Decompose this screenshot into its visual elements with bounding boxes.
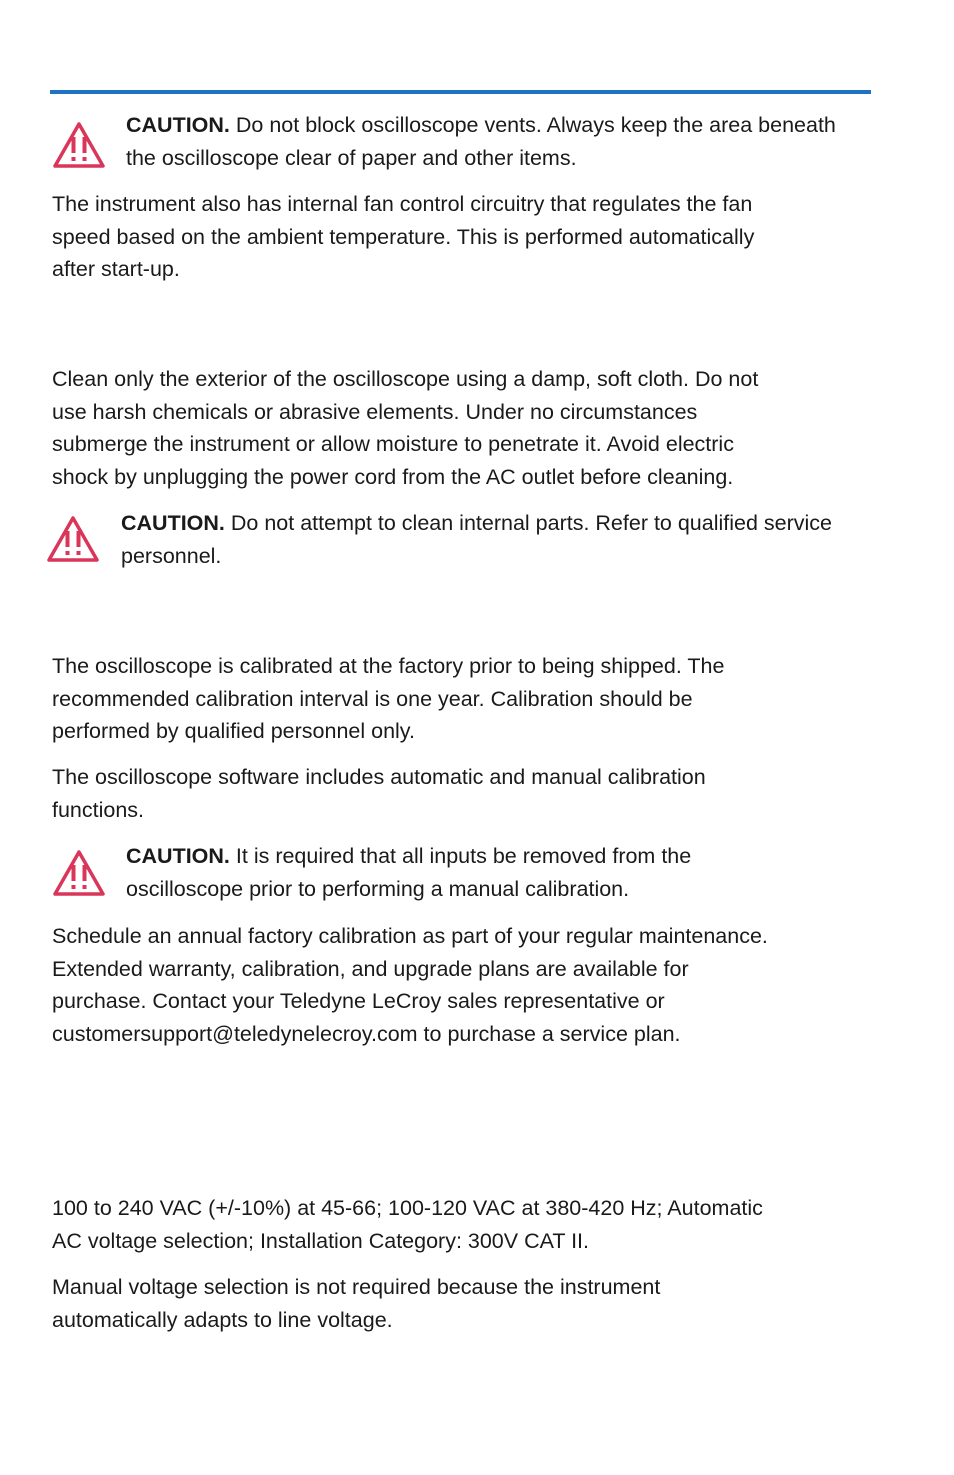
caution-remove-inputs — [126, 840, 806, 905]
service-plan-paragraph: Schedule an annual factory calibration as part of your regular maintenance. Extended warranty, calibration, and upgrade plans are available for purchase. Contact your Teledyne LeCroy sales representative or customersupport@teledynelecroy.com to purchase a service plan. — [52, 924, 768, 1046]
caution-text: Do not attempt to clean internal parts. Refer to qualified service personnel. — [121, 511, 833, 568]
caution-label: CAUTION. — [126, 844, 230, 868]
power-requirements-paragraph: 100 to 240 VAC (+/-10%) at 45-66; 100-120 VAC at 380-420 Hz; Automatic AC voltage selection; Installation Category: 300V CAT II. — [52, 1196, 763, 1253]
software-paragraph: The oscilloscope software includes automatic and manual calibration functions. — [52, 765, 706, 822]
section-divider — [50, 90, 871, 94]
caution-text: Do not block oscilloscope vents. Always keep the area beneath the oscilloscope clear of paper and other items. — [126, 113, 836, 170]
fan-control-paragraph: The instrument also has internal fan control circuitry that regulates the fan speed based on the ambient temperature. This is performed automatically after start-up. — [52, 192, 755, 281]
caution-internal-parts — [121, 507, 861, 572]
calibration-paragraph: The oscilloscope is calibrated at the factory prior to being shipped. The recommended calibration interval is one year. Calibration should be performed by qualified personnel only. — [52, 654, 725, 743]
caution-triangle-icon — [52, 121, 106, 169]
cleaning-paragraph: Clean only the exterior of the oscilloscope using a damp, soft cloth. Do not use harsh chemicals or abrasive elements. Under no circumstances submerge the instrument or allow moisture to penetrate it. Avoid electric shock by unplugging the power cord from the AC outlet before cleaning. — [52, 367, 759, 489]
caution-triangle-icon — [52, 849, 106, 897]
caution-label: CAUTION. — [121, 511, 225, 535]
caution-vents — [126, 109, 846, 174]
voltage-selection-paragraph: Manual voltage selection is not required because the instrument automatically adapts to line voltage. — [52, 1275, 661, 1332]
caution-triangle-icon — [46, 515, 100, 563]
caution-label: CAUTION. — [126, 113, 230, 137]
caution-text: It is required that all inputs be removed from the oscilloscope prior to performing a manual calibration. — [126, 844, 692, 901]
